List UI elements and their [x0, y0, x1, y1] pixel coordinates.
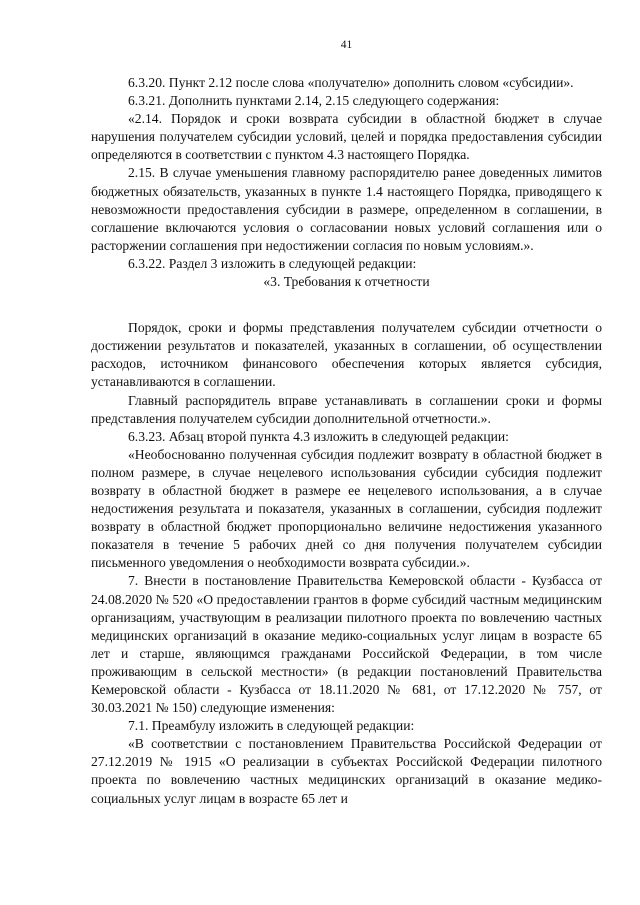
- paragraph-preamble: «В соответствии с постановлением Правительства Российской Федерации от 27.12.2019 № 1915 «О реализации в субъектах Российской Федерации пилотного проекта по вовлечению частных медицинских организаций в оказание медико-социальных услуг лицам в возрасте 65 лет и: [91, 736, 602, 806]
- paragraph-subsidy-return: «Необоснованно полученная субсидия подлежит возврату в областной бюджет в полном размере, в случае нецелевого использования субсидии субсидия подлежит возврату в областной бюджет в размере ее нецелевого использования, а в случае недостижения результата и показателя, указанных в соглашении, субсидия подлежит возврату в областной бюджет пропорционально величине недостижения указанного показателя в течение 5 рабочих дней со дня получения получателем субсидии письменного уведомления о необходимости возврата субсидии.».: [91, 446, 602, 571]
- paragraph-6-3-22: 6.3.22. Раздел 3 изложить в следующей редакции:: [128, 255, 417, 271]
- paragraph-6-3-23: 6.3.23. Абзац второй пункта 4.3 изложить в следующей редакции:: [128, 428, 509, 444]
- paragraph-6-3-21: 6.3.21. Дополнить пунктами 2.14, 2.15 следующего содержания:: [128, 93, 500, 109]
- paragraph-reporting-order: Порядок, сроки и формы представления получателем субсидии отчетности о достижении результатов и показателей, указанных в соглашении, об осуществлении расходов, источником финансового обеспечения которых является субсидия, устанавливаются в соглашении.: [91, 320, 602, 390]
- paragraph-6-3-20: 6.3.20. Пункт 2.12 после слова «получателю» дополнить словом «субсидии».: [128, 75, 574, 90]
- section-heading: «3. Требования к отчетности: [263, 274, 430, 290]
- paragraph-2-14: «2.14. Порядок и сроки возврата субсидии в областной бюджет в случае нарушения получателем субсидии условий, целей и порядка предоставления субсидии определяются в соответствии с пунктом 4.3 настоящего Порядка.: [91, 111, 602, 163]
- page-number: 41: [340, 39, 353, 51]
- paragraph-additional-reporting: Главный распорядитель вправе устанавливать в соглашении сроки и формы представления получателем субсидии дополнительной отчетности.».: [91, 392, 602, 426]
- paragraph-7-1: 7.1. Преамбулу изложить в следующей редакции:: [128, 718, 415, 734]
- paragraph-2-15: 2.15. В случае уменьшения главному распорядителю ранее доведенных лимитов бюджетных обязательств, указанных в пункте 1.4 настоящего Порядка, приводящего к невозможности предоставления субсидии в размере, определенном в соглашении, в соглашение включаются условия о согласовании новых условий соглашения или о расторжении соглашения при недостижении согласия по новым условиям.».: [91, 165, 602, 253]
- paragraph-7: 7. Внести в постановление Правительства Кемеровской области - Кузбасса от 24.08.2020 № 520 «О предоставлении грантов в форме субсидий частным медицинским организациям, участвующим в реализации пилотного проекта по вовлечению частных медицинских организаций в оказание медико-социальных услуг лицам в возрасте 65 лет и старше, являющимся гражданами Российской Федерации, в том числе проживающим в сельской местности» (в редакции постановлений Правительства Кемеровской области - Кузбасса от 18.11.2020 № 681, от 17.12.2020 № 757, от 30.03.2021 № 150) следующие изменения:: [91, 573, 602, 716]
